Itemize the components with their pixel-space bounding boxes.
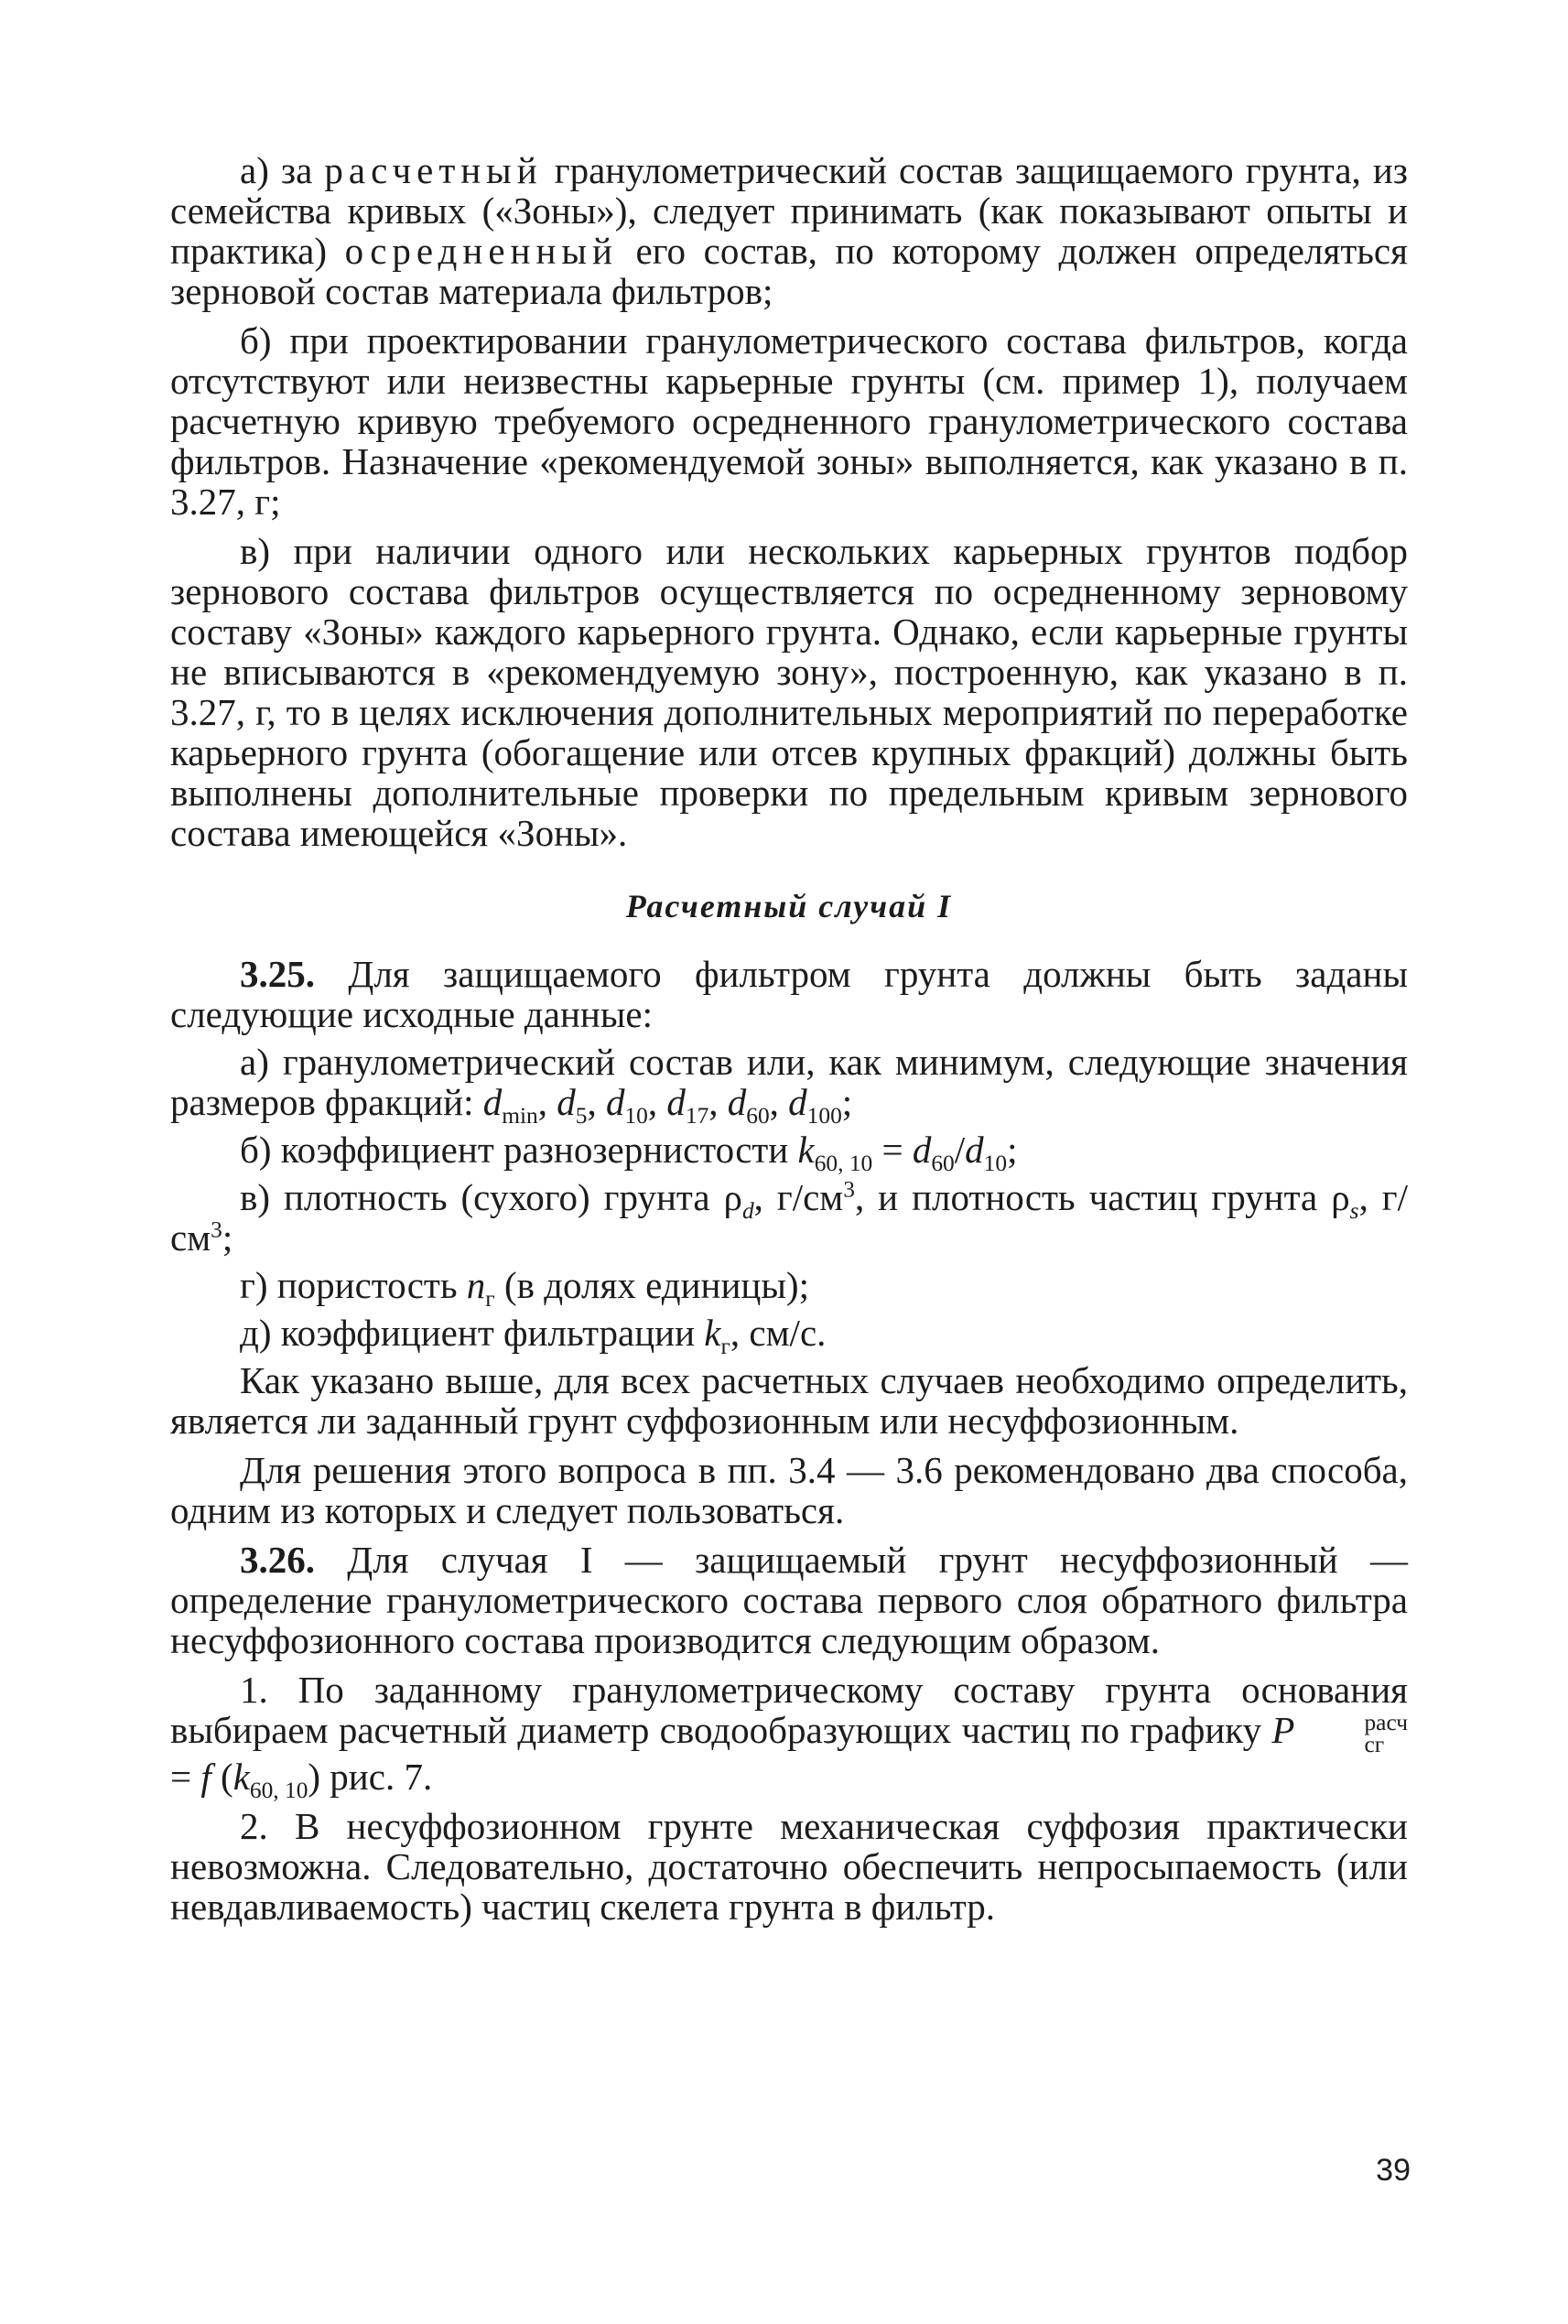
var-d: d [666,1081,686,1123]
page-number: 39 [1376,2153,1411,2188]
var-d: d [788,1081,807,1123]
paragraph-suffosion: Как указано выше, для всех расчетных случаев необходимо определить, является ли заданный грунт суффозионным или несуффозионным. [170,1359,1408,1442]
sep: = [872,1129,913,1171]
var-d: d [557,1081,576,1123]
item-v-density [170,1177,1408,1258]
step-1 [170,1669,1408,1804]
text-run: в) плотность (сухого) грунта ρ [240,1176,742,1218]
paragraph-v: в) при наличии одного или нескольких карьерных грунтов подбор зернового состава фильтров осуществляется по осредненному зерновому составу «Зоны» каждого карьерного грунта. Однако, если карьерные грунты не вписываются в «рекомендуемую зону», построенную, как указано в п. 3.27, г, то в целях исключения дополнительных мероприятий по переработке карьерного грунта (обогащение или отсев крупных фракций) должны быть выполнены дополнительные проверки по предельным кривым зернового состава имеющейся «Зоны». [170,530,1408,854]
text-run: , г/см [753,1176,844,1218]
text-run: 1. По заданному гранулометрическому составу грунта основания выбираем расчетный диаметр сводообразующих частиц по графику [170,1669,1408,1751]
text-run: б) коэффициент разнозернистости [240,1129,798,1171]
sep: = [170,1756,201,1799]
subscript: сг [1364,1731,1385,1757]
text-run: его состав, по которому должен определяться зерновой состав материала фильтров; [170,230,1408,312]
sep: ( [211,1756,233,1799]
var-d: d [482,1081,503,1123]
text-run: гранулометрический состав защищаемого грунта, из семейства кривых («Зоны»), следует принимать (как показывают опыты и практика) [170,149,1408,272]
clause-3-25 [170,954,1408,1034]
var-d: d [965,1129,984,1171]
subscript: min [502,1103,538,1130]
sep: , [537,1081,557,1123]
clause-number: 3.26. [240,1539,315,1581]
sep: , [647,1081,667,1123]
paragraph-methods: Для решения этого вопроса в пп. 3.4 — 3.6 рекомендовано два способа, одним из которых и следует пользоваться. [170,1449,1408,1531]
subscript: s [1349,1198,1359,1225]
var-k: k [232,1756,250,1799]
step-2: 2. В несуффозионном грунте механическая суффозия практически невозможна. Следовательно, достаточно обеспечить непросыпаемость (или невдавливаемость) частиц скелета грунта в фильтр. [170,1805,1408,1929]
paragraph-b: б) при проектировании гранулометрического состава фильтров, когда отсутствуют или неизвестны карьерные грунты (см. пример 1), получаем расчетную кривую требуемого осредненного гранулометрического состава фильтров. Назначение «рекомендуемой зоны» выполняется, как указано в п. 3.27, г; [170,319,1408,523]
superscript: 3 [843,1176,855,1203]
var-k: k [797,1129,815,1171]
item-b-coefficient [170,1129,1408,1177]
sep: ; [222,1216,233,1259]
superscript: 3 [211,1216,222,1243]
superscript: расч [1364,1710,1408,1736]
text-run: ) рис. 7. [308,1756,433,1799]
paragraph-a [170,150,1408,311]
text-run: , см/с. [730,1312,827,1354]
sep: ; [1007,1129,1018,1171]
text-run: г) пористость [240,1264,467,1306]
emphasis-text: осредненный [344,230,618,272]
sep: / [954,1129,966,1171]
text-run: , г/см [170,1176,1408,1259]
page-body [170,150,1408,1936]
var-k: k [704,1312,721,1354]
section-heading: Расчетный случай I [625,888,953,924]
text-run: а) за [240,149,325,191]
subscript: г [720,1334,730,1360]
sep: ; [841,1081,853,1123]
clause-text: Для защищаемого фильтром грунта должны быть заданы следующие исходные данные: [170,953,1408,1035]
clause-text: Для случая I — защищаемый грунт несуффозионный — определение гранулометрического состава первого слоя обратного фильтра несуффозионного состава производится следующим образом. [170,1539,1408,1661]
text-run: а) гранулометрический состав или, как минимум, следующие значения размеров фракций: [170,1041,1408,1123]
subscript: 100 [806,1103,842,1130]
sep: , [708,1081,728,1123]
text-run: (в долях единицы); [494,1264,809,1306]
subscript: 60 [931,1151,955,1177]
subscript: 60, 10 [814,1151,873,1177]
sep: , [587,1081,606,1123]
subscript: d [741,1198,754,1225]
var-f: f [200,1756,211,1799]
text-run: д) коэффициент фильтрации [240,1312,705,1354]
subscript: 17 [685,1103,709,1130]
subscript: 10 [983,1151,1008,1177]
clause-number: 3.25. [240,953,315,995]
subscript: 60 [746,1103,770,1130]
var-d: d [912,1129,932,1171]
clause-3-26 [170,1540,1408,1660]
sep: , [769,1081,789,1123]
var-p: P [1271,1709,1295,1751]
text-run: , и плотность частиц грунта ρ [854,1176,1350,1218]
var-n: n [466,1264,486,1306]
item-a-fractions [170,1041,1408,1130]
subscript: 60, 10 [249,1778,308,1804]
subscript: г [485,1286,495,1313]
var-d: d [727,1081,747,1123]
item-d-filtration [170,1312,1408,1360]
var-d: d [605,1081,625,1123]
subscript: 10 [624,1103,648,1130]
subscript: 5 [575,1103,588,1130]
item-g-porosity [170,1264,1408,1313]
emphasis-text: расчетный [324,149,543,191]
